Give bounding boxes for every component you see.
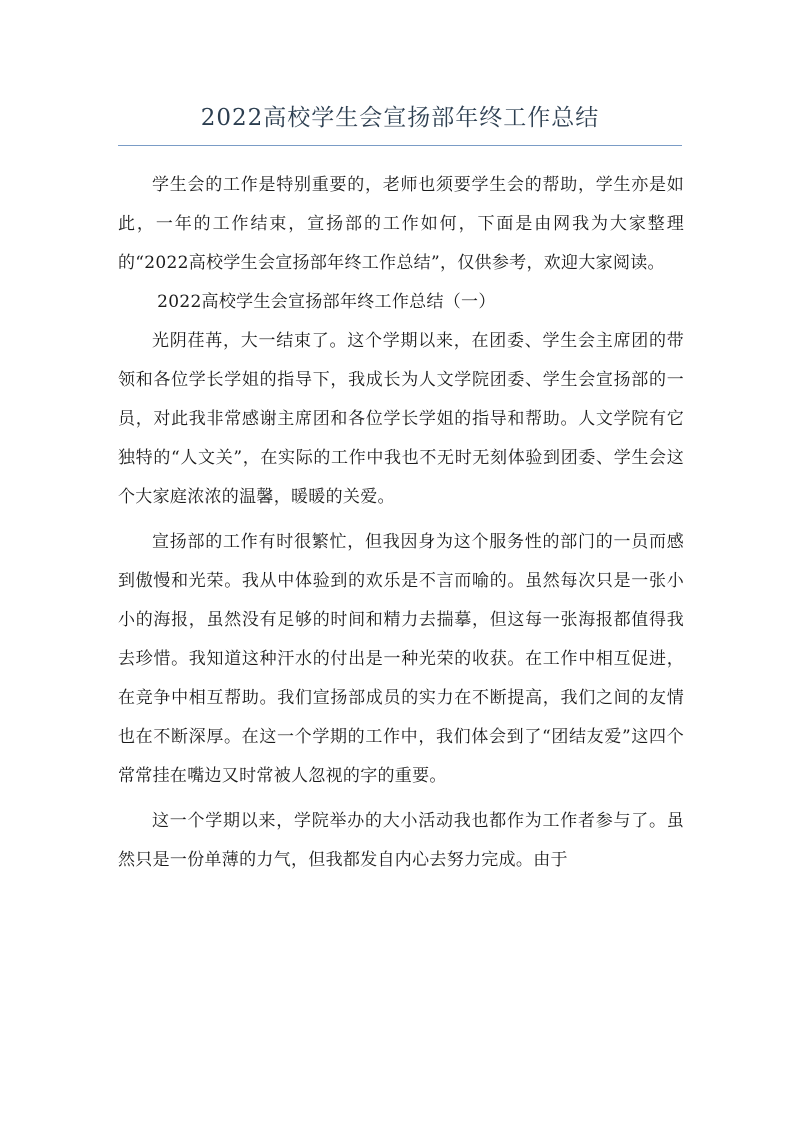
body-paragraph-3: 这一个学期以来，学院举办的大小活动我也都作为工作者参与了。虽然只是一份单薄的力气，但我都发自内心去努力完成。由于	[118, 811, 684, 870]
section-heading: 2022高校学生会宣扬部年终工作总结（一）	[157, 292, 496, 312]
document-body	[118, 166, 684, 880]
intro-paragraph: 学生会的工作是特别重要的，老师也须要学生会的帮助，学生亦是如此，一年的工作结束，宣扬部的工作如何，下面是由网我为大家整理的“2022高校学生会宣扬部年终工作总结”，仅供参考，欢迎大家阅读。	[118, 175, 684, 273]
document-title: 2022高校学生会宣扬部年终工作总结	[200, 105, 600, 131]
title-divider	[118, 145, 682, 146]
body-paragraph-1: 光阴荏苒，大一结束了。这个学期以来，在团委、学生会主席团的带领和各位学长学姐的指导下，我成长为人文学院团委、学生会宣扬部的一员，对此我非常感谢主席团和各位学长学姐的指导和帮助。人文学院有它独特的“人文关”，在实际的工作中我也不无时无刻体验到团委、学生会这个大家庭浓浓的温馨，暖暖的关爱。	[118, 331, 684, 507]
body-paragraph-2: 宣扬部的工作有时很繁忙，但我因身为这个服务性的部门的一员而感到傲慢和光荣。我从中体验到的欢乐是不言而喻的。虽然每次只是一张小小的海报，虽然没有足够的时间和精力去揣摹，但这每一张海报都值得我去珍惜。我知道这种汗水的付出是一种光荣的收获。在工作中相互促进，在竞争中相互帮助。我们宣扬部成员的实力在不断提高，我们之间的友情也在不断深厚。在这一个学期的工作中，我们体会到了“团结友爱”这四个常常挂在嘴边又时常被人忽视的字的重要。	[118, 532, 684, 786]
